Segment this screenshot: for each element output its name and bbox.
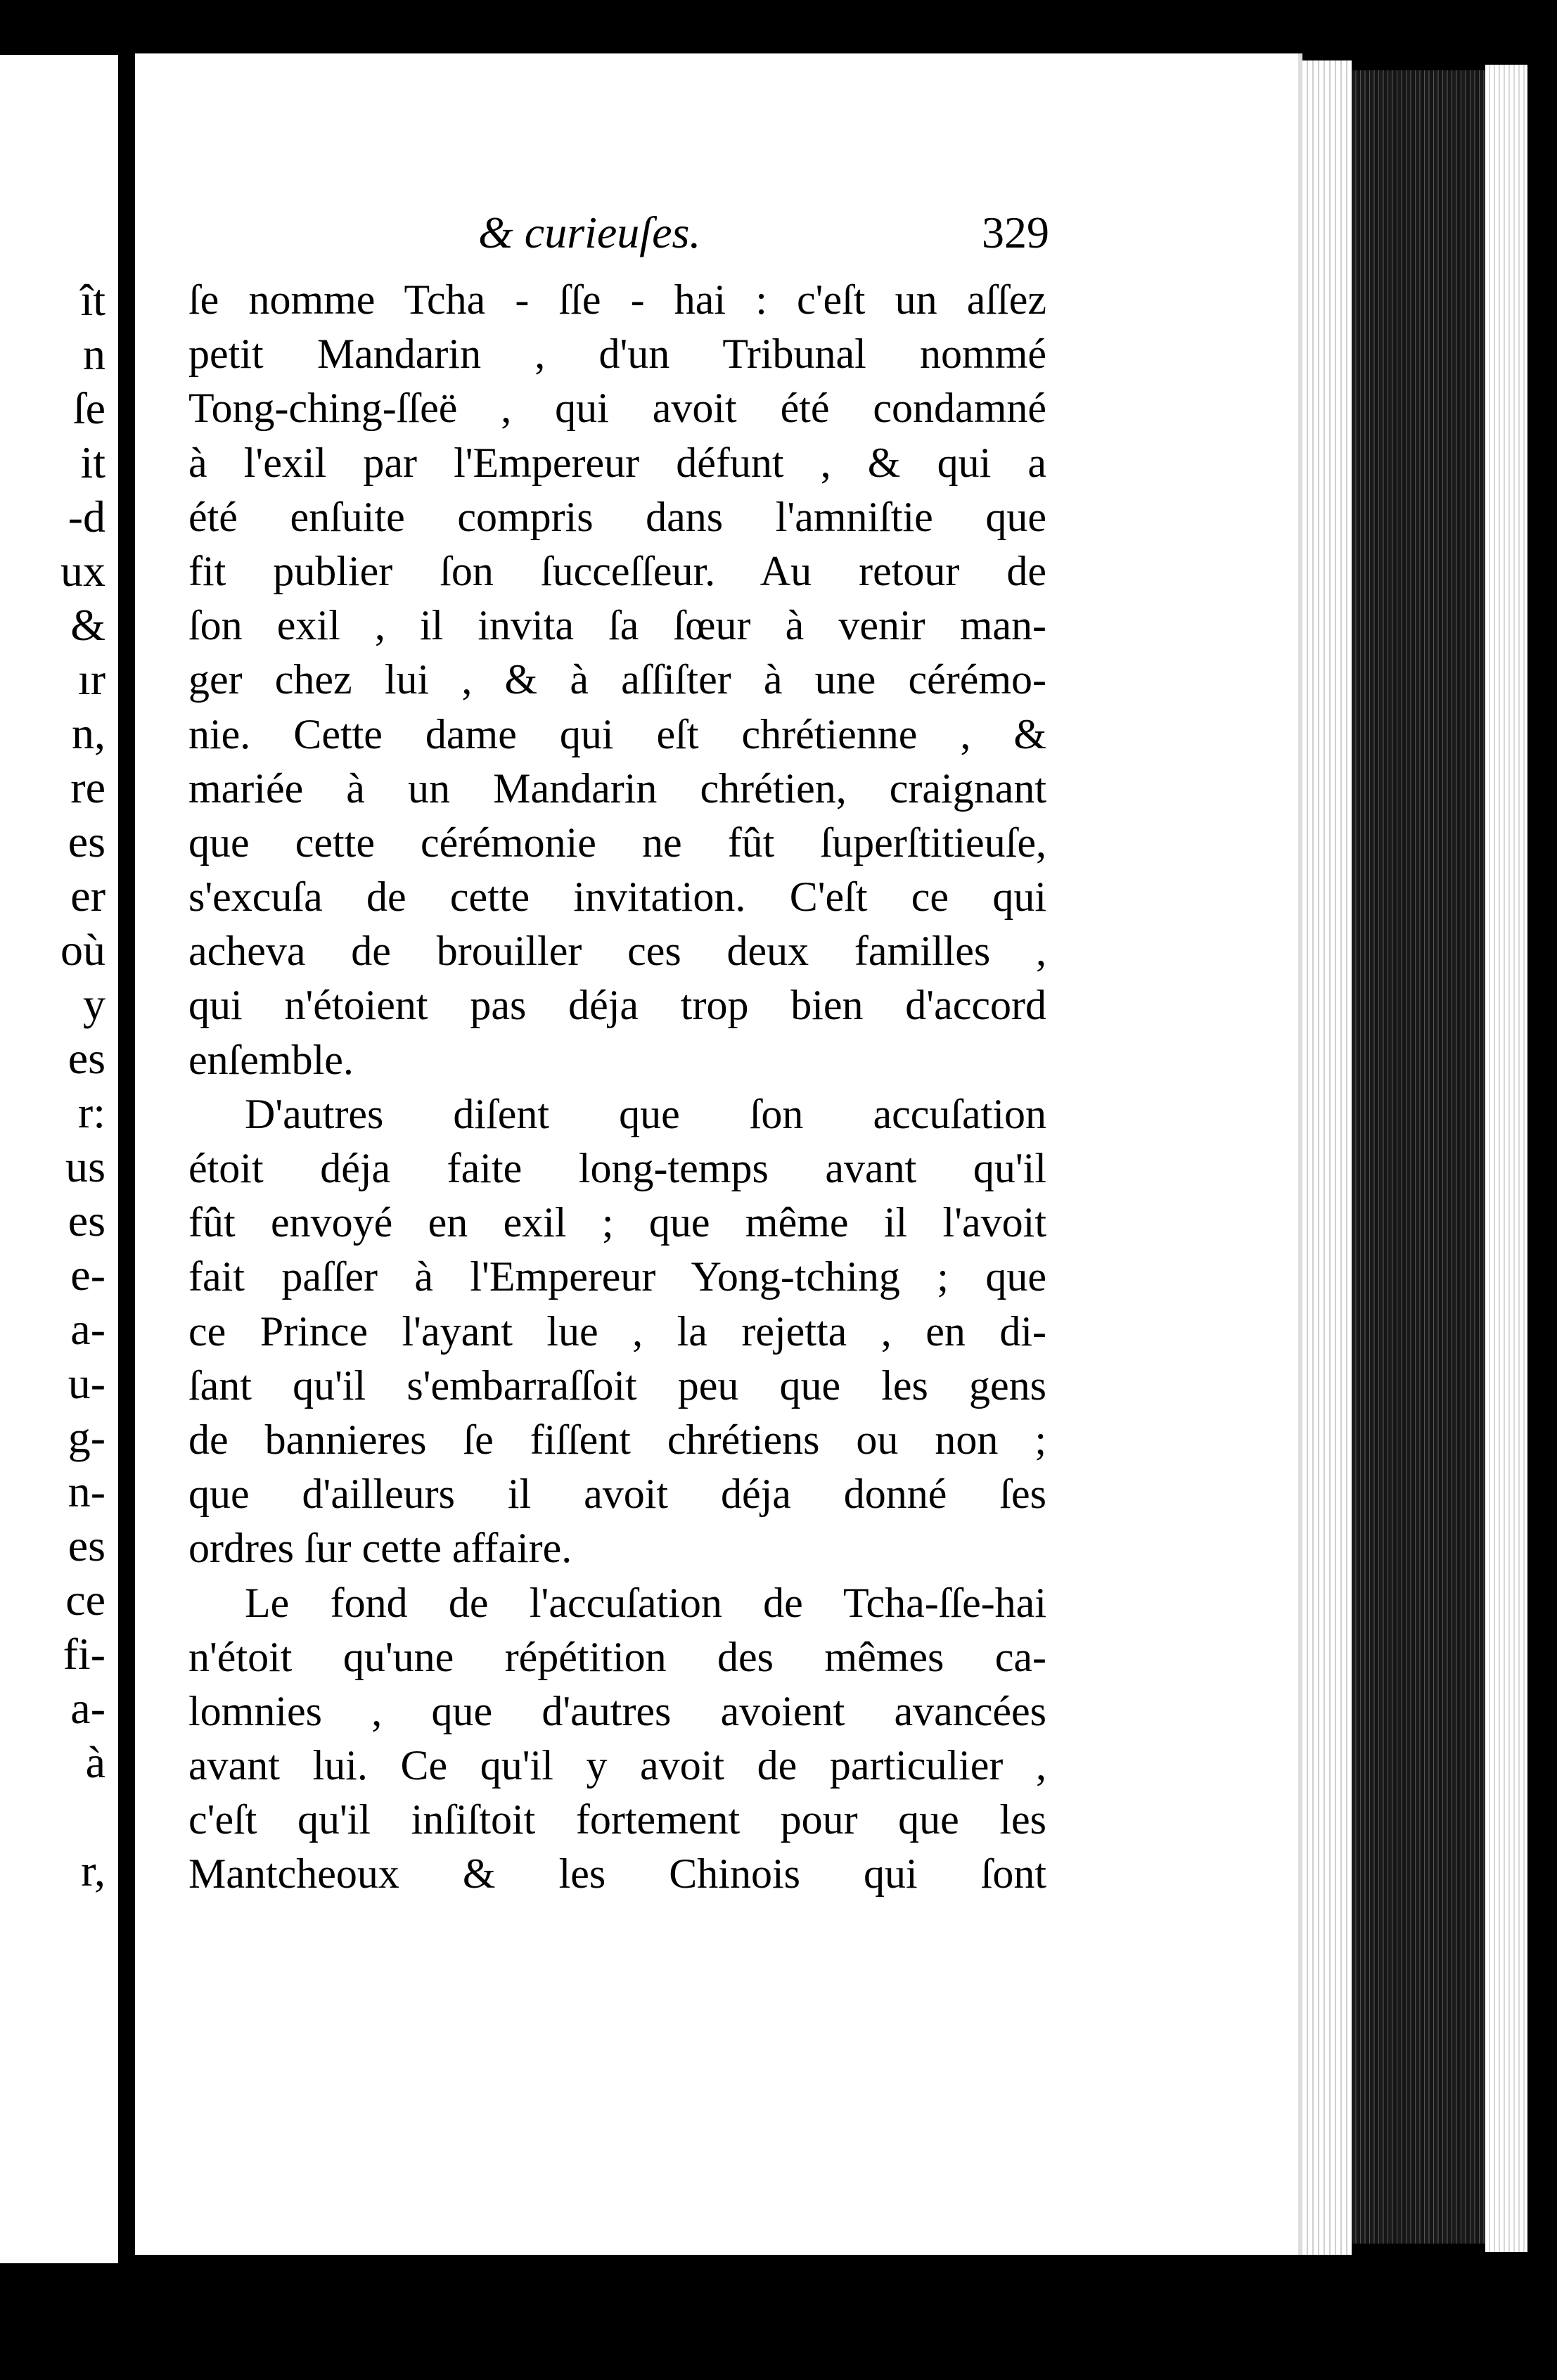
text-line: avant lui. Ce qu'il y avoit de particulier , — [188, 1742, 1046, 1789]
text-line: mariée à un Mandarin chrétien, craignant — [188, 764, 1046, 812]
page-number: 329 — [982, 207, 1049, 257]
text-line: Mantcheoux & les Chinois qui ſont — [188, 1850, 1046, 1898]
text-line: que cette cérémonie ne fût ſuperſtitieuſe, — [188, 819, 1046, 866]
facing-line: r, — [81, 1845, 105, 1895]
facing-line: r: — [77, 1087, 105, 1137]
facing-line — [0, 1789, 118, 1843]
facing-line: ce — [65, 1575, 105, 1625]
text-line: ſon exil , il invita ſa ſœur à venir man- — [188, 602, 1046, 649]
text-line: s'excuſa de cette invitation. C'eſt ce qui — [188, 874, 1046, 921]
page-edges-stack — [1352, 70, 1485, 2244]
facing-line: n, — [72, 708, 105, 758]
facing-line: ux — [60, 546, 105, 596]
facing-line: n- — [68, 1466, 105, 1516]
facing-page-fragment — [0, 55, 122, 2263]
facing-line: u- — [68, 1358, 105, 1408]
text-line: Le fond de l'accuſation de Tcha-ſſe-hai — [245, 1579, 1046, 1626]
text-line: ordres ſur cette affaire. — [188, 1525, 572, 1572]
text-line: fait paſſer à l'Empereur Yong-tching ; que — [188, 1253, 1046, 1300]
text-line: ſant qu'il s'embarraſſoit peu que les gens — [188, 1362, 1046, 1409]
facing-line: a- — [70, 1304, 105, 1354]
text-line: étoit déja faite long-temps avant qu'il — [188, 1145, 1046, 1191]
facing-line: fi- — [63, 1629, 105, 1679]
page-edges-inner — [1302, 60, 1352, 2255]
text-line: ſe nomme Tcha - ſſe - hai : c'eſt un aſſez — [188, 276, 1046, 323]
running-title: & curieuſes. — [478, 207, 701, 257]
facing-line: y — [83, 979, 105, 1029]
facing-line: re — [70, 762, 105, 812]
facing-line: a- — [70, 1683, 105, 1733]
text-line: enſemble. — [188, 1036, 354, 1083]
facing-line: er — [70, 871, 105, 921]
facing-line: us — [65, 1141, 105, 1191]
facing-line: n — [83, 329, 105, 379]
text-line: de bannieres ſe fiſſent chrétiens ou non ; — [188, 1416, 1046, 1463]
facing-line: g- — [68, 1412, 105, 1462]
text-line: été enſuite compris dans l'amniſtie que — [188, 493, 1046, 540]
text-line: petit Mandarin , d'un Tribunal nommé — [188, 331, 1046, 378]
text-line: c'eſt qu'il inſiſtoit fortement pour que les — [188, 1796, 1046, 1843]
text-line: à l'exil par l'Empereur défunt , & qui a — [188, 439, 1046, 486]
text-line: fût envoyé en exil ; que même il l'avoit — [188, 1199, 1046, 1246]
facing-line: -d — [68, 492, 105, 542]
facing-line: es — [68, 817, 105, 866]
facing-line: ſe — [72, 383, 105, 433]
text-line: ce Prince l'ayant lue , la rejetta , en di- — [188, 1307, 1046, 1355]
page-edges-outer — [1485, 65, 1527, 2252]
running-head — [346, 207, 1049, 270]
facing-line: es — [68, 1521, 105, 1570]
facing-line: it — [80, 437, 105, 487]
facing-line: es — [68, 1196, 105, 1246]
facing-line: & — [70, 600, 105, 650]
text-line: que d'ailleurs il avoit déja donné ſes — [188, 1471, 1046, 1518]
facing-line: es — [68, 1033, 105, 1083]
text-line: qui n'étoient pas déja trop bien d'accord — [188, 982, 1046, 1029]
text-line: acheva de brouiller ces deux familles , — [188, 928, 1046, 975]
text-line: lomnies , que d'autres avoient avancées — [188, 1687, 1046, 1734]
body-text — [188, 273, 1046, 1902]
text-line: n'étoit qu'une répétition des mêmes ca- — [188, 1633, 1046, 1680]
facing-page-text — [0, 273, 118, 1898]
book-gutter — [118, 0, 134, 2380]
text-line: fit publier ſon ſucceſſeur. Au retour de — [188, 547, 1046, 594]
facing-line: ît — [80, 275, 105, 325]
text-line: nie. Cette dame qui eſt chrétienne , & — [188, 710, 1046, 757]
text-line: D'autres diſent que ſon accuſation — [245, 1090, 1046, 1137]
text-line: Tong-ching-ſſeë , qui avoit été condamné — [188, 385, 1046, 432]
facing-line: e- — [70, 1250, 105, 1300]
facing-line: ır — [77, 654, 105, 704]
text-line: ger chez lui , & à aſſiſter à une cérémo- — [188, 656, 1046, 703]
facing-line: à — [85, 1737, 105, 1787]
facing-line: où — [60, 925, 105, 975]
